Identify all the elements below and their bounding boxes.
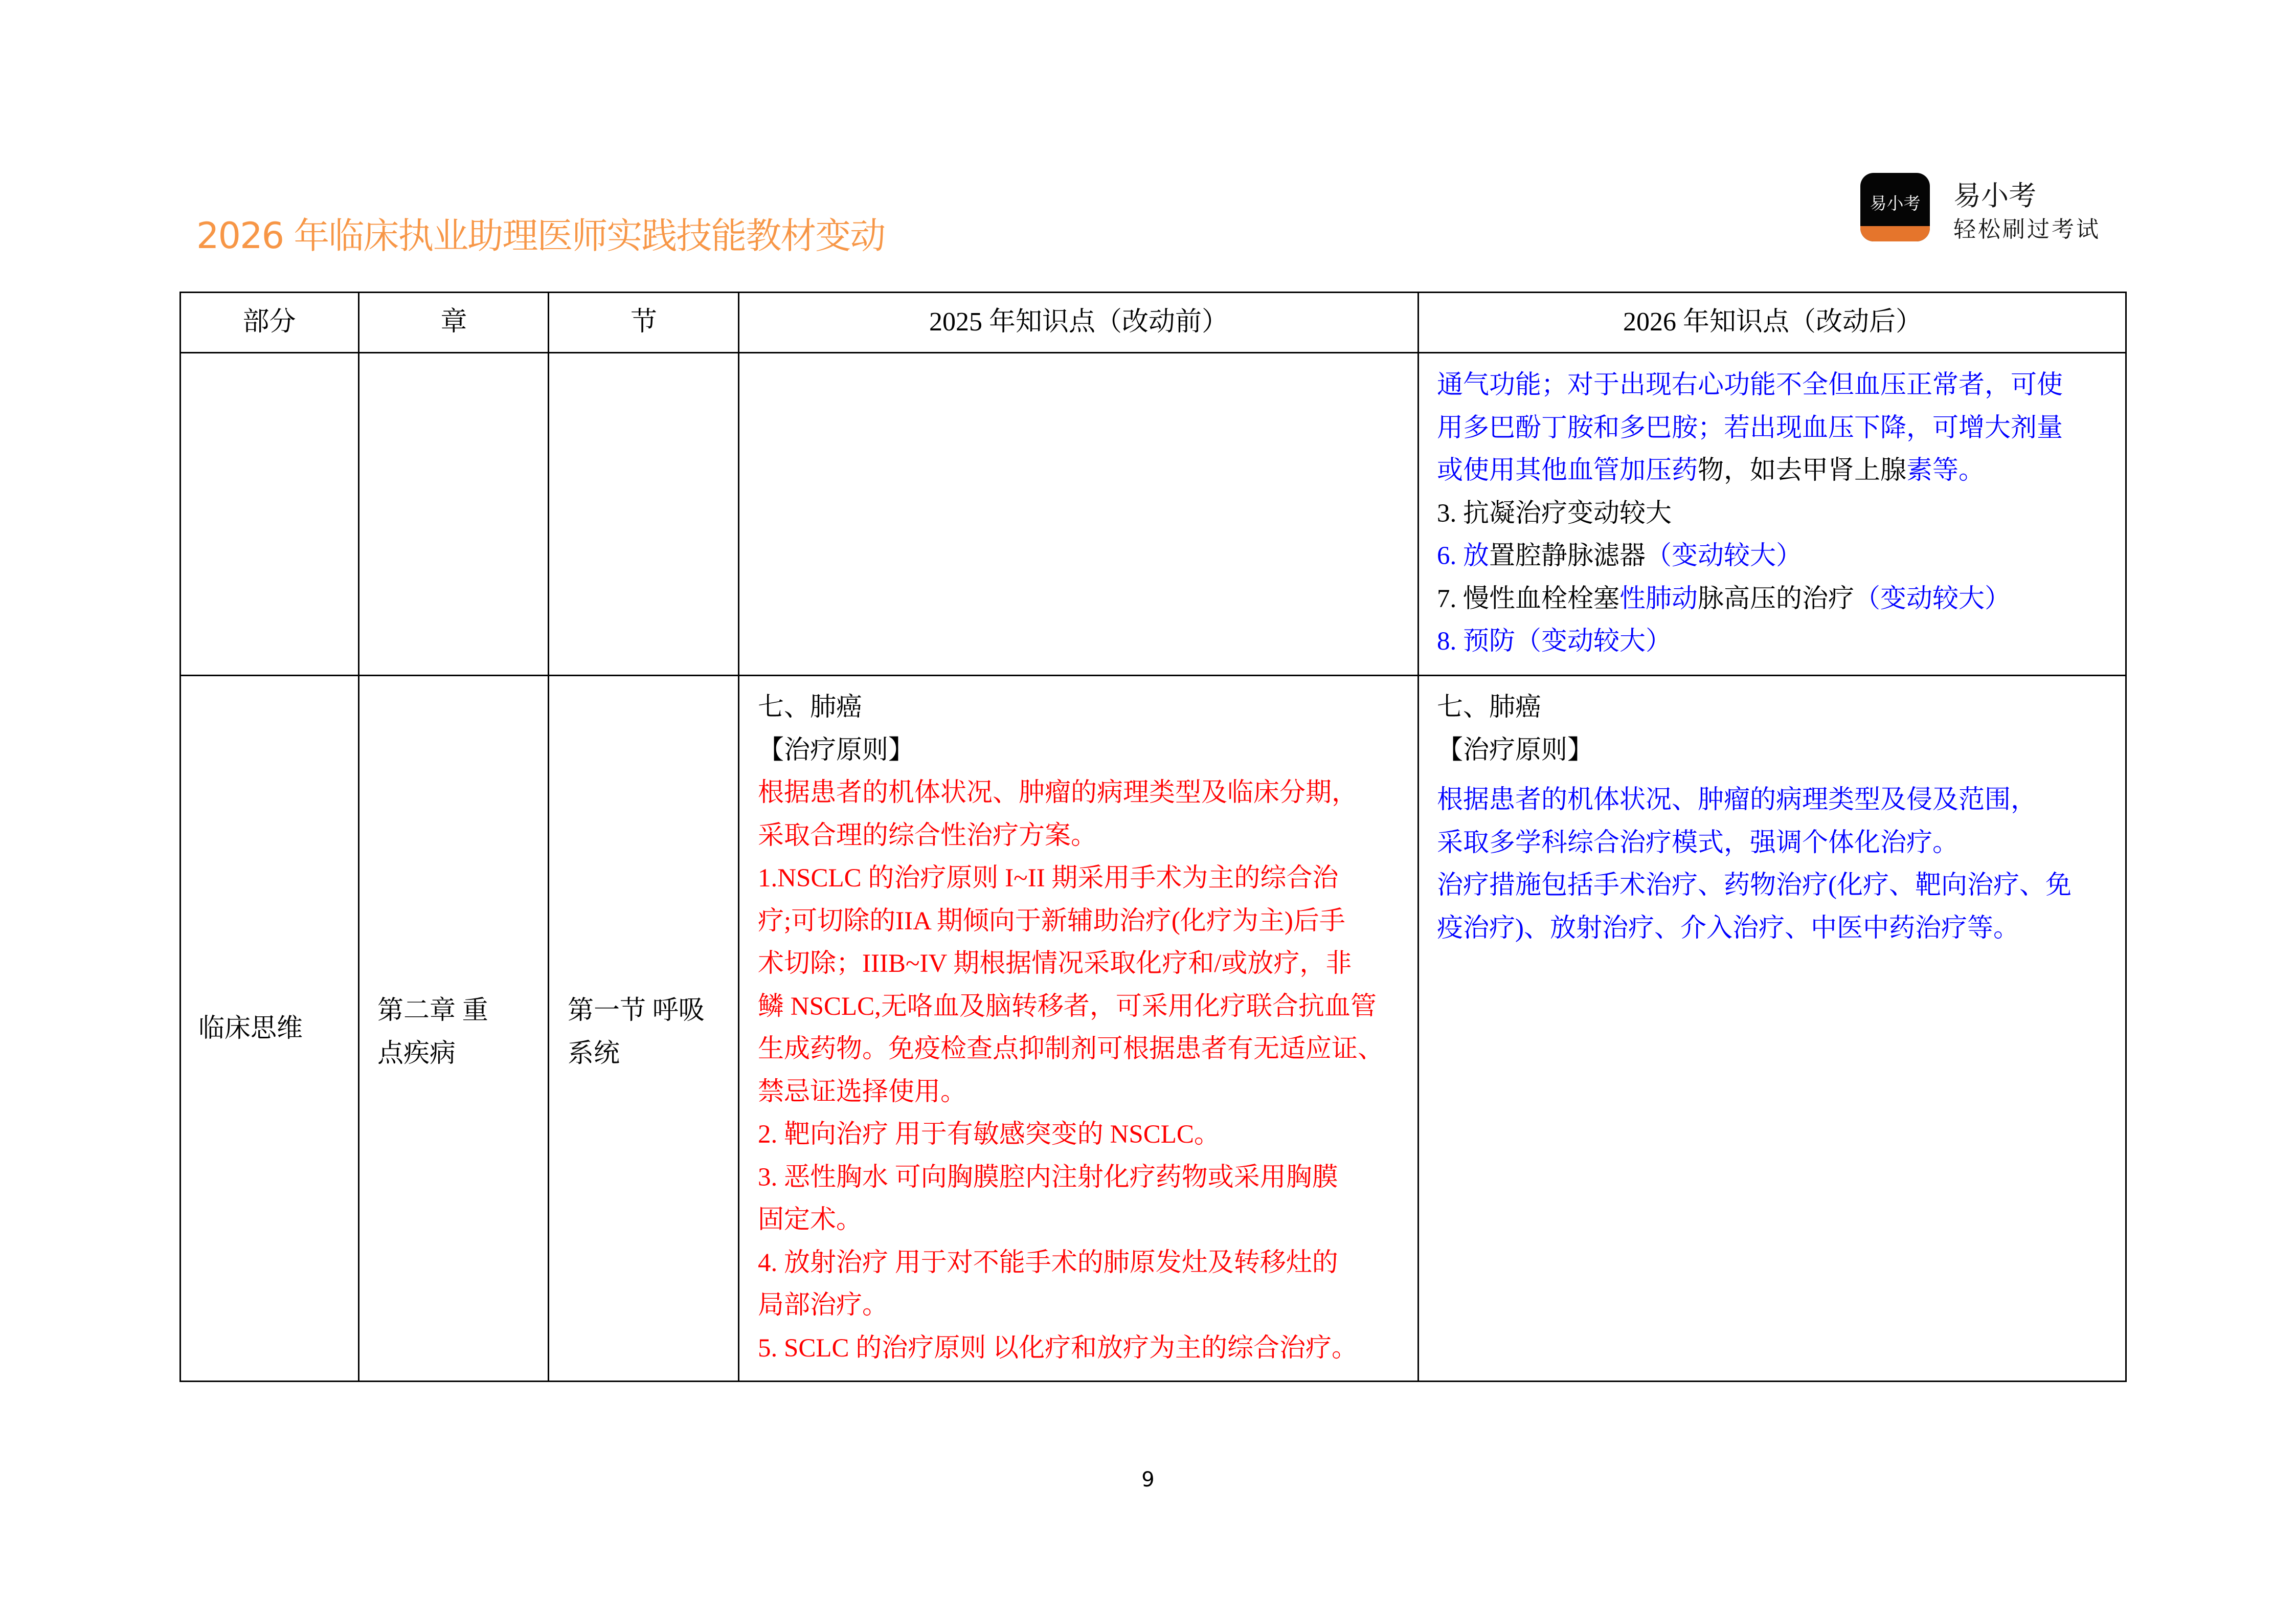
text-line: 第一节 呼吸 [568, 996, 705, 1025]
text-segment: 禁忌证选择使用。 [758, 1077, 967, 1106]
column-divider [358, 292, 359, 1382]
text-line [1437, 493, 2063, 536]
text-line [1437, 907, 2072, 950]
text-segment: 采取多学科综合治疗模式，强调个体化治疗。 [1437, 828, 1959, 857]
text-segment: 8. 预防（变动较大） [1437, 627, 1672, 656]
text-line: 临床思维 [198, 1014, 303, 1043]
text-line [1437, 364, 2063, 407]
text-segment: 七、肺癌 [758, 693, 863, 722]
text-segment: （变动较大） [1854, 584, 2011, 613]
text-segment: 采取合理的综合性治疗方案。 [758, 821, 1097, 850]
text-segment: 3. 恶性胸水 可向胸膜腔内注射化疗药物或采用胸膜 [758, 1163, 1338, 1192]
logo-orange-bar [1860, 226, 1930, 241]
text-line [1437, 779, 2072, 822]
text-line [758, 1284, 1384, 1327]
text-line [758, 729, 1384, 772]
header-chapter: 章 [440, 307, 467, 337]
text-line [758, 1071, 1384, 1114]
column-divider [738, 292, 739, 1382]
document-title: 2026 年临床执业助理医师实践技能教材变动 [196, 215, 885, 257]
text-segment: 性肺动 [1619, 584, 1698, 613]
text-line [758, 857, 1384, 900]
text-segment: 局部治疗。 [758, 1291, 889, 1320]
text-line [758, 772, 1384, 815]
header-section: 节 [630, 307, 657, 337]
text-line [758, 1327, 1384, 1370]
text-segment: 5. SCLC 的治疗原则 以化疗和放疗为主的综合治疗。 [758, 1333, 1358, 1363]
text-segment: 根据患者的机体状况、肿瘤的病理类型及侵及范围， [1437, 786, 2037, 814]
logo-icon-text: 易小考 [1870, 193, 1921, 213]
header-before-2025: 2025 年知识点（改动前） [929, 307, 1228, 337]
text-segment: 疗;可切除的IIA 期倾向于新辅助治疗(化疗为主)后手 [758, 906, 1345, 936]
text-segment: 物，如去甲肾上腺 [1698, 456, 1907, 485]
text-segment: 用多巴酚丁胺和多巴胺；若出现血压下降，可增大剂量 [1437, 413, 2063, 442]
text-segment: 疫治疗)、放射治疗、介入治疗、中医中药治疗等。 [1437, 914, 2019, 943]
text-line [1437, 407, 2063, 450]
text-line [758, 943, 1384, 986]
text-line [758, 1156, 1384, 1199]
text-segment: 【治疗原则】 [1437, 736, 1594, 765]
header-after-2026: 2026 年知识点（改动后） [1623, 307, 1922, 337]
text-line [1437, 864, 2072, 907]
row2-section-cell [568, 990, 705, 1075]
brand-name: 易小考 [1953, 180, 2036, 212]
text-line [758, 986, 1384, 1029]
text-line: 系统 [568, 1039, 620, 1068]
text-segment: 或使用其他血管加压药 [1437, 456, 1698, 485]
text-segment: 4. 放射治疗 用于对不能手术的肺原发灶及转移灶的 [758, 1248, 1338, 1277]
text-segment: 治疗措施包括手术治疗、药物治疗(化疗、靶向治疗、免 [1437, 871, 2072, 900]
text-segment: 七、肺癌 [1437, 693, 1542, 722]
text-line: 第二章 重 [377, 996, 488, 1025]
row2-before-cell [758, 686, 1384, 1370]
row-divider [179, 675, 2127, 676]
text-line [758, 1199, 1384, 1242]
text-line [1437, 535, 2063, 578]
row1-after-cell [1437, 364, 2063, 663]
text-line [1437, 729, 2072, 772]
text-line [758, 1242, 1384, 1285]
text-line [758, 1028, 1384, 1071]
text-segment: 6. 放 [1437, 542, 1490, 570]
text-segment: 根据患者的机体状况、肿瘤的病理类型及临床分期， [758, 778, 1358, 807]
text-line: 点疾病 [377, 1039, 456, 1068]
text-line [1437, 686, 2072, 729]
text-line [1437, 578, 2063, 621]
page-number: 9 [1141, 1468, 1155, 1492]
text-segment: 置腔静脉滤器 [1489, 542, 1646, 570]
logo-icon [1860, 173, 1930, 241]
row2-chapter-cell [377, 990, 488, 1075]
column-divider [1417, 292, 1419, 1382]
text-segment: 术切除；IIIB~IV 期根据情况采取化疗和/或放疗，非 [758, 949, 1352, 978]
text-line [1437, 620, 2063, 663]
text-segment: 3. 抗凝治疗变动较大 [1437, 499, 1672, 528]
text-segment: 生成药物。免疫检查点抑制剂可根据患者有无适应证、 [758, 1035, 1384, 1063]
text-segment: 脉高压的治疗 [1698, 584, 1855, 613]
text-segment: 1.NSCLC 的治疗原则 I~II 期采用手术为主的综合治 [758, 864, 1339, 893]
text-segment: 通气功能；对于出现右心功能不全但血压正常者，可使 [1437, 371, 2063, 399]
text-segment: 固定术。 [758, 1206, 863, 1234]
brand-slogan: 轻松刷过考试 [1953, 216, 2101, 242]
text-line [1437, 450, 2063, 493]
header-divider [179, 352, 2127, 353]
text-segment: 鳞 NSCLC,无咯血及脑转移者，可采用化疗联合抗血管 [758, 992, 1377, 1021]
text-line [758, 900, 1384, 943]
row2-part-cell [198, 1008, 303, 1051]
column-divider [548, 292, 549, 1382]
text-segment: （变动较大） [1646, 542, 1803, 570]
header-part: 部分 [242, 307, 296, 337]
text-line [1437, 822, 2072, 865]
text-segment: 素等。 [1906, 456, 1985, 485]
text-segment: 2. 靶向治疗 用于有敏感突变的 NSCLC。 [758, 1120, 1220, 1149]
text-line [758, 1114, 1384, 1156]
text-segment: 【治疗原则】 [758, 736, 915, 765]
text-line [758, 686, 1384, 729]
text-line [758, 815, 1384, 858]
row2-after-cell [1437, 686, 2072, 950]
text-segment: 7. 慢性血栓栓塞 [1437, 584, 1620, 613]
